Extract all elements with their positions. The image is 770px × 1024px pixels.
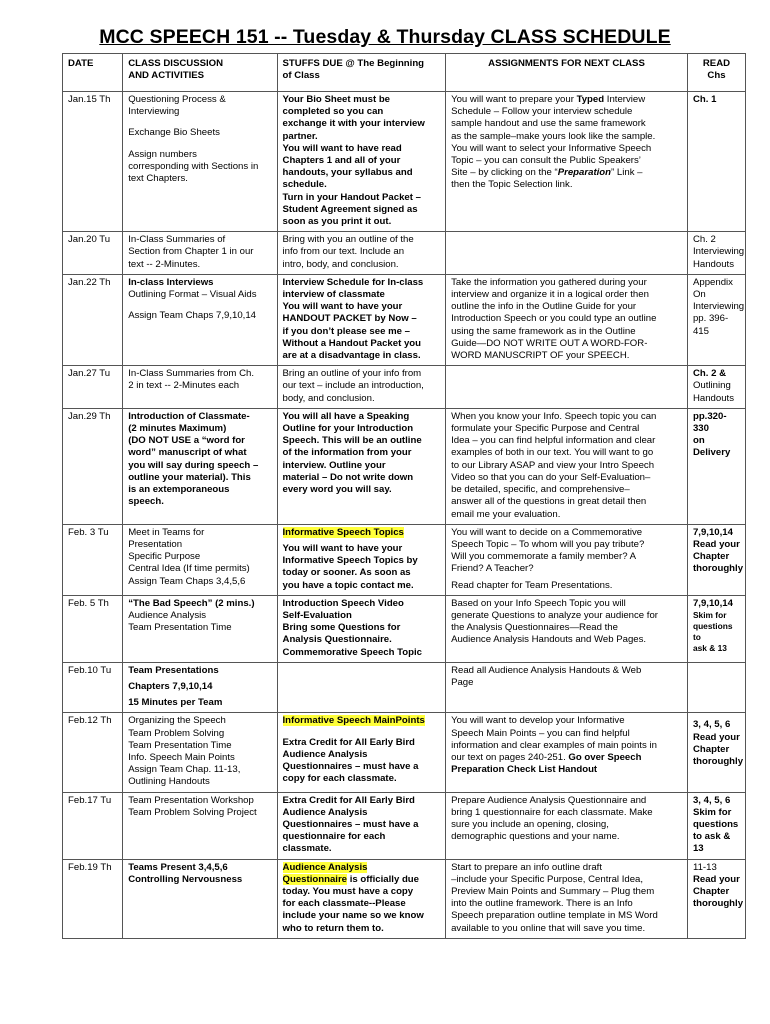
cell-line: Speech preparation outline template in MS Word (451, 910, 658, 922)
cell-line: HANDOUT PACKET by Now – (282, 313, 417, 325)
read-cell (687, 366, 745, 409)
cell-line: you have a topic contact me. (282, 579, 414, 591)
cell-line: 3, 4, 5, 6 (692, 719, 731, 731)
cell-line (283, 715, 441, 727)
cell-line: Team Presentations (128, 664, 219, 676)
cell-line: Team Presentation Workshop (128, 794, 254, 806)
cell-line: our text on pages 240-251. Go over Speech (451, 751, 642, 763)
cell-line: 2 in text -- 2-Minutes each (128, 380, 240, 392)
read-cell (687, 792, 745, 859)
cell-line: into the outline framework. There is an Info (451, 898, 633, 910)
cell-line: You will want to prepare your Typed Interview (451, 94, 646, 105)
cell-line: Assign numbers (128, 148, 197, 160)
date-cell: Feb.10 Tu (63, 662, 123, 713)
cell-line: 11-13 (692, 861, 717, 873)
table-row (63, 92, 746, 232)
cell-line: to our Library ASAP and view your Intro Speech (451, 459, 655, 471)
cell-line: information and clear examples of main points in (451, 739, 657, 751)
due-cell (277, 92, 446, 232)
cell-line: Chapter (692, 551, 730, 563)
read-cell (687, 595, 745, 662)
table-row (63, 366, 746, 409)
cell-line: Questionnaires – must have a (282, 818, 419, 830)
table-row (63, 274, 746, 365)
cell-line: email me your evaluation. (451, 508, 561, 520)
cell-line: pp. 396-415 (692, 313, 729, 337)
read-cell (687, 524, 745, 595)
cell-line: Handouts (692, 258, 735, 270)
cell-line: Questioning Process & (128, 94, 226, 105)
cell-line: Read your (692, 731, 740, 743)
discussion-cell (123, 595, 277, 662)
cell-line: Commemorative Speech Topic (282, 646, 423, 658)
cell-line: as the sample–make yours look like the sample. (451, 130, 656, 142)
cell-line: body, and conclusion. (282, 392, 375, 404)
header-date (63, 54, 123, 92)
due-cell (277, 524, 446, 595)
cell-line: 3, 4, 5, 6 (692, 794, 731, 806)
cell-line: sample handout and use the same framework (451, 118, 646, 130)
assignments-cell (446, 92, 688, 232)
date-cell: Jan.20 Tu (63, 232, 123, 275)
assignments-cell (446, 524, 688, 595)
cell-line: using the same framework as in the Outline (451, 325, 636, 337)
cell-line: answer all of the questions in great detail then (451, 496, 647, 508)
cell-line: questions to (692, 620, 733, 642)
cell-line: Speech Topic – To whom will you pay tribute? (451, 538, 645, 550)
cell-line: Specific Purpose (128, 551, 201, 563)
cell-line: (DO NOT USE a “word for (128, 435, 245, 447)
due-cell (277, 595, 446, 662)
highlight: Informative Speech Topics (282, 526, 404, 538)
cell-line: Chapters 7,9,10,14 (128, 680, 213, 692)
cell-line: Interviewing (692, 301, 745, 313)
cell-line: Page (451, 676, 474, 688)
header-read (687, 54, 745, 92)
cell-line: Assign Team Chap. 11-13, (128, 764, 241, 776)
date-cell: Jan.29 Th (63, 408, 123, 524)
date-cell: Jan.15 Th (63, 92, 123, 232)
discussion-cell (123, 859, 277, 938)
cell-line: exchange it with your interview (282, 118, 425, 130)
cell-line: bring 1 questionnaire for each classmate. Make (451, 806, 653, 818)
cell-line: handouts, your syllabus and (282, 167, 413, 179)
cell-line: outline the info in the Outline Guide for your (451, 301, 637, 313)
cell-line: Introduction Speech Video (282, 597, 404, 609)
cell-line: to ask & 13 (692, 831, 731, 855)
table-row (63, 859, 746, 938)
cell-line: Your Bio Sheet must be (282, 94, 391, 105)
cell-line: Outlining Handouts (128, 776, 210, 788)
cell-line: speech. (128, 496, 164, 508)
read-cell (687, 408, 745, 524)
cell-line: In-Class Summaries of (128, 234, 226, 246)
due-cell (277, 232, 446, 275)
cell-line: Self-Evaluation (282, 609, 352, 621)
cell-line: material – Do not write down (282, 471, 414, 483)
cell-line: Audience Analysis (282, 748, 368, 760)
header-discussion (123, 54, 277, 92)
cell-line: available to you online that will save you time. (451, 922, 646, 934)
cell-line: classmate. (282, 843, 332, 855)
cell-line: Outlining Format – Visual Aids (128, 289, 257, 301)
discussion-cell (123, 366, 277, 409)
cell-line: Teams Present 3,4,5,6 (128, 861, 228, 873)
cell-line: Read your (692, 873, 740, 885)
cell-line: Chapters 1 and all of your (282, 155, 401, 167)
cell-line: are at a disadvantage in class. (282, 350, 421, 362)
cell-line: intro, body, and conclusion. (282, 258, 399, 270)
spacer (128, 140, 271, 149)
cell-line: Outline for your Introduction (282, 423, 414, 435)
assignments-cell (446, 792, 688, 859)
cell-line: Bring with you an outline of the (282, 234, 414, 246)
page-title: MCC SPEECH 151 -- Tuesday & Thursday CLASS SCHEDULE (99, 26, 671, 48)
cell-line: generate Questions to analyze your audience for (451, 609, 658, 621)
cell-line: Schedule – Follow your interview schedule (451, 106, 633, 118)
cell-line: copy for each classmate. (282, 773, 397, 785)
discussion-cell (123, 792, 277, 859)
cell-line: Presentation (128, 538, 183, 550)
table-row (63, 232, 746, 275)
cell-line: Speech Main Points – you can find helpful (451, 727, 630, 739)
cell-line: Skim for (692, 609, 727, 620)
cell-line: be detailed, specific, and comprehensive– (451, 484, 630, 496)
discussion-cell (123, 524, 277, 595)
cell-line: Questionnaire is officially due (282, 873, 420, 885)
table-row (63, 595, 746, 662)
assignments-cell (446, 595, 688, 662)
highlight: Audience Analysis (282, 861, 368, 873)
due-cell (277, 859, 446, 938)
cell-line: questionnaire for each (282, 831, 386, 843)
cell-line: “The Bad Speech” (2 mins.) (128, 597, 255, 609)
due-cell (277, 366, 446, 409)
cell-line: on Delivery (692, 435, 731, 459)
cell-line: sure you include an opening, closing, (451, 818, 609, 830)
cell-line: Preview Main Points and Summary – Plug them (451, 885, 655, 897)
due-cell (277, 408, 446, 524)
header-row (63, 54, 746, 92)
spacer (283, 728, 441, 737)
header-due-line: STUFFS DUE @ The Beginning (282, 58, 425, 69)
cell-line: Controlling Nervousness (128, 873, 243, 885)
cell-line: examples of both in our text. You will want to go (451, 447, 654, 459)
table-row (63, 713, 746, 792)
assignments-cell (446, 274, 688, 365)
cell-line: Assign Team Chaps 3,4,5,6 (128, 575, 246, 587)
due-cell (277, 792, 446, 859)
cell-line: Appendix (692, 276, 733, 288)
cell-line: You will want to develop your Informative (451, 715, 625, 727)
cell-line: When you know your Info. Speech topic you can (451, 410, 657, 422)
cell-line: then the Topic Selection link. (451, 179, 573, 191)
cell-line: every word you will say. (282, 484, 392, 496)
cell-line: 15 Minutes per Team (128, 697, 223, 709)
cell-line: soon as you print it out. (282, 216, 392, 228)
cell-line: interview and organize it in a logical order then (451, 289, 649, 301)
assignments-cell (446, 232, 688, 275)
discussion-cell (123, 232, 277, 275)
cell-line: Guide—DO NOT WRITE OUT A WORD-FOR- (451, 337, 648, 349)
read-cell (687, 713, 745, 792)
cell-line: thoroughly (692, 755, 744, 767)
cell-line: Team Presentation Time (128, 739, 232, 751)
due-cell (277, 274, 446, 365)
cell-line: Assign Team Chaps 7,9,10,14 (128, 310, 257, 322)
header-due-line: of Class (282, 70, 320, 82)
table-row (63, 408, 746, 524)
cell-line: Video so that you can do your Self-Evaluation– (451, 471, 651, 483)
cell-line: text Chapters. (128, 173, 188, 185)
read-cell (687, 859, 745, 938)
cell-line: you will say during speech – (128, 459, 259, 471)
cell-line: Skim for (692, 806, 732, 818)
cell-line: Friend? A Teacher? (451, 563, 534, 575)
cell-line: Read all Audience Analysis Handouts & Web (451, 664, 642, 676)
cell-line: partner. (282, 130, 318, 142)
cell-line: Handouts (692, 392, 735, 404)
cell-line: On (692, 289, 706, 301)
cell-line: formulate your Specific Purpose and Central (451, 423, 640, 435)
due-cell (277, 713, 446, 792)
cell-line: You will want to have read (282, 142, 402, 154)
date-cell: Feb. 5 Th (63, 595, 123, 662)
header-assignments (446, 54, 688, 92)
cell-line: Outlining (692, 380, 731, 392)
cell-line: Turn in your Handout Packet – (282, 191, 421, 203)
read-cell (687, 232, 745, 275)
discussion-cell (123, 662, 277, 713)
cell-line: completed so you can (282, 106, 384, 118)
cell-line: Read your (692, 538, 740, 550)
cell-line: Without a Handout Packet you (282, 337, 422, 349)
cell-line: interview. Outline your (282, 459, 386, 471)
cell-line: Preparation Check List Handout (451, 764, 598, 776)
cell-line: You will want to decide on a Commemorative (451, 526, 643, 538)
cell-line: Informative Speech Topics by (282, 555, 418, 567)
cell-line: who to return them to. (282, 922, 384, 934)
cell-line: Audience Analysis (282, 806, 368, 818)
cell-line: for each classmate--Please (282, 898, 406, 910)
header-discussion-line: AND ACTIVITIES (128, 70, 205, 82)
cell-line (283, 862, 441, 874)
cell-line: include your name so we know (282, 910, 424, 922)
cell-line: Take the information you gathered during your (451, 276, 647, 288)
discussion-cell (123, 274, 277, 365)
cell-line: You will want to have your (282, 301, 403, 313)
table-row (63, 792, 746, 859)
cell-line: 7,9,10,14 (692, 597, 733, 609)
cell-line: Interview Schedule for In-class (282, 276, 424, 288)
date-cell: Feb.17 Tu (63, 792, 123, 859)
cell-line: demographic questions and your name. (451, 831, 620, 843)
cell-line: You will want to select your Informative Speech (451, 142, 652, 154)
cell-line: WORD MANUSCRIPT OF your SPEECH. (451, 350, 630, 362)
read-cell (687, 662, 745, 713)
cell-line: Chapter (692, 743, 730, 755)
cell-line: Site – by clicking on the “Preparation” Link – (451, 167, 643, 179)
cell-line: word” manuscript of what (128, 447, 247, 459)
cell-line: Extra Credit for All Early Bird (282, 736, 415, 748)
cell-line: Introduction of Classmate- (128, 410, 250, 422)
cell-line: Introduction Speech or you could type an outline (451, 313, 657, 325)
date-cell: Feb. 3 Tu (63, 524, 123, 595)
date-cell: Jan.22 Th (63, 274, 123, 365)
cell-line: You will all have a Speaking (282, 410, 410, 422)
cell-line: Info. Speech Main Points (128, 751, 235, 763)
schedule-table (62, 53, 746, 939)
cell-line: Organizing the Speech (128, 715, 226, 727)
cell-line: 7,9,10,14 (692, 526, 733, 538)
read-cell (687, 92, 745, 232)
cell-line: Team Problem Solving Project (128, 806, 257, 818)
cell-line: Questionnaires – must have a (282, 760, 419, 772)
spacer (128, 301, 271, 310)
cell-line: Bring some Questions for (282, 622, 401, 634)
header-discussion-line: CLASS DISCUSSION (128, 58, 224, 69)
cell-line: Read chapter for Team Presentations. (451, 579, 613, 591)
cell-line: Section from Chapter 1 in our (128, 246, 254, 258)
cell-line: pp.320-330 (692, 410, 727, 435)
header-read-text: READ Chs (702, 58, 731, 82)
discussion-cell (123, 92, 277, 232)
cell-line: Speech. This will be an outline (282, 435, 422, 447)
cell-line: Based on your Info Speech Topic you will (451, 597, 626, 609)
cell-line: if you don’t please see me – (282, 325, 410, 337)
cell-line: You will want to have your (282, 542, 403, 554)
cell-line: Exchange Bio Sheets (128, 127, 220, 139)
cell-line: thoroughly (692, 898, 744, 910)
assignments-cell (446, 366, 688, 409)
cell-line: Meet in Teams for (128, 526, 205, 538)
assignments-cell (446, 662, 688, 713)
cell-line: Central Idea (If time permits) (128, 563, 250, 575)
assignments-cell (446, 713, 688, 792)
discussion-cell (123, 713, 277, 792)
cell-line: of the information from your (282, 447, 412, 459)
cell-line: Audience Analysis Handouts and Web Pages. (451, 634, 647, 646)
cell-line: schedule. (282, 179, 327, 191)
cell-line: today. You must have a copy (282, 885, 414, 897)
cell-line: Prepare Audience Analysis Questionnaire and (451, 794, 647, 806)
cell-line: today or sooner. As soon as (282, 567, 411, 579)
cell-line: Interviewing (128, 106, 180, 118)
cell-line: Team Presentation Time (128, 622, 232, 634)
cell-line: (2 minutes Maximum) (128, 423, 227, 435)
cell-line: Analysis Questionnaire. (282, 634, 392, 646)
assignments-cell (446, 408, 688, 524)
spacer (128, 118, 271, 127)
cell-line: Ch. 1 (692, 94, 717, 105)
cell-line: In-class Interviews (128, 276, 214, 288)
cell-line: Start to prepare an info outline draft (451, 861, 602, 873)
header-date-text: DATE (68, 58, 94, 69)
cell-line: info from our text. Include an (282, 246, 405, 258)
cell-line: Audience Analysis (128, 609, 207, 621)
discussion-cell (123, 408, 277, 524)
cell-line: Idea – you can find helpful information and clear (451, 435, 656, 447)
highlight: Questionnaire (282, 873, 348, 885)
cell-line: Chapter (692, 885, 730, 897)
cell-line: Student Agreement signed as (282, 203, 418, 215)
cell-line: Ch. 2 & (692, 368, 727, 380)
cell-line: text -- 2-Minutes. (128, 258, 201, 270)
header-due (277, 54, 446, 92)
cell-line: questions (692, 818, 739, 830)
cell-line: ask & 13 (692, 642, 727, 653)
date-cell: Feb.12 Th (63, 713, 123, 792)
cell-line: Will you commemorate a family member? A (451, 551, 637, 563)
cell-line: Interviewing (692, 246, 745, 258)
cell-line: Bring an outline of your info from (282, 368, 422, 380)
read-cell (687, 274, 745, 365)
cell-line (283, 527, 441, 539)
cell-line: Topic – you can consult the Public Speakers’ (451, 155, 641, 167)
cell-line: thoroughly (692, 563, 744, 575)
cell-line: Team Problem Solving (128, 727, 225, 739)
cell-line: corresponding with Sections in (128, 160, 259, 172)
date-cell: Jan.27 Tu (63, 366, 123, 409)
cell-line: In-Class Summaries from Ch. (128, 368, 254, 380)
cell-line: our text – include an introduction, (282, 380, 424, 392)
header-assignments-text: ASSIGNMENTS FOR NEXT CLASS (488, 58, 645, 69)
highlight: Informative Speech MainPoints (282, 715, 425, 727)
cell-line: outline your material). This (128, 471, 251, 483)
table-row (63, 662, 746, 713)
cell-line: the Analysis Questionnaires—Read the (451, 622, 618, 634)
due-cell (277, 662, 446, 713)
cell-line: interview of classmate (282, 289, 385, 301)
cell-line: –include your Specific Purpose, Central Idea, (451, 873, 644, 885)
cell-line: Ch. 2 (692, 234, 716, 246)
assignments-cell (446, 859, 688, 938)
schedule-rows (63, 92, 746, 939)
table-row (63, 524, 746, 595)
date-cell: Feb.19 Th (63, 859, 123, 938)
cell-line: Extra Credit for All Early Bird (282, 794, 415, 806)
cell-line: is an extemporaneous (128, 484, 230, 496)
